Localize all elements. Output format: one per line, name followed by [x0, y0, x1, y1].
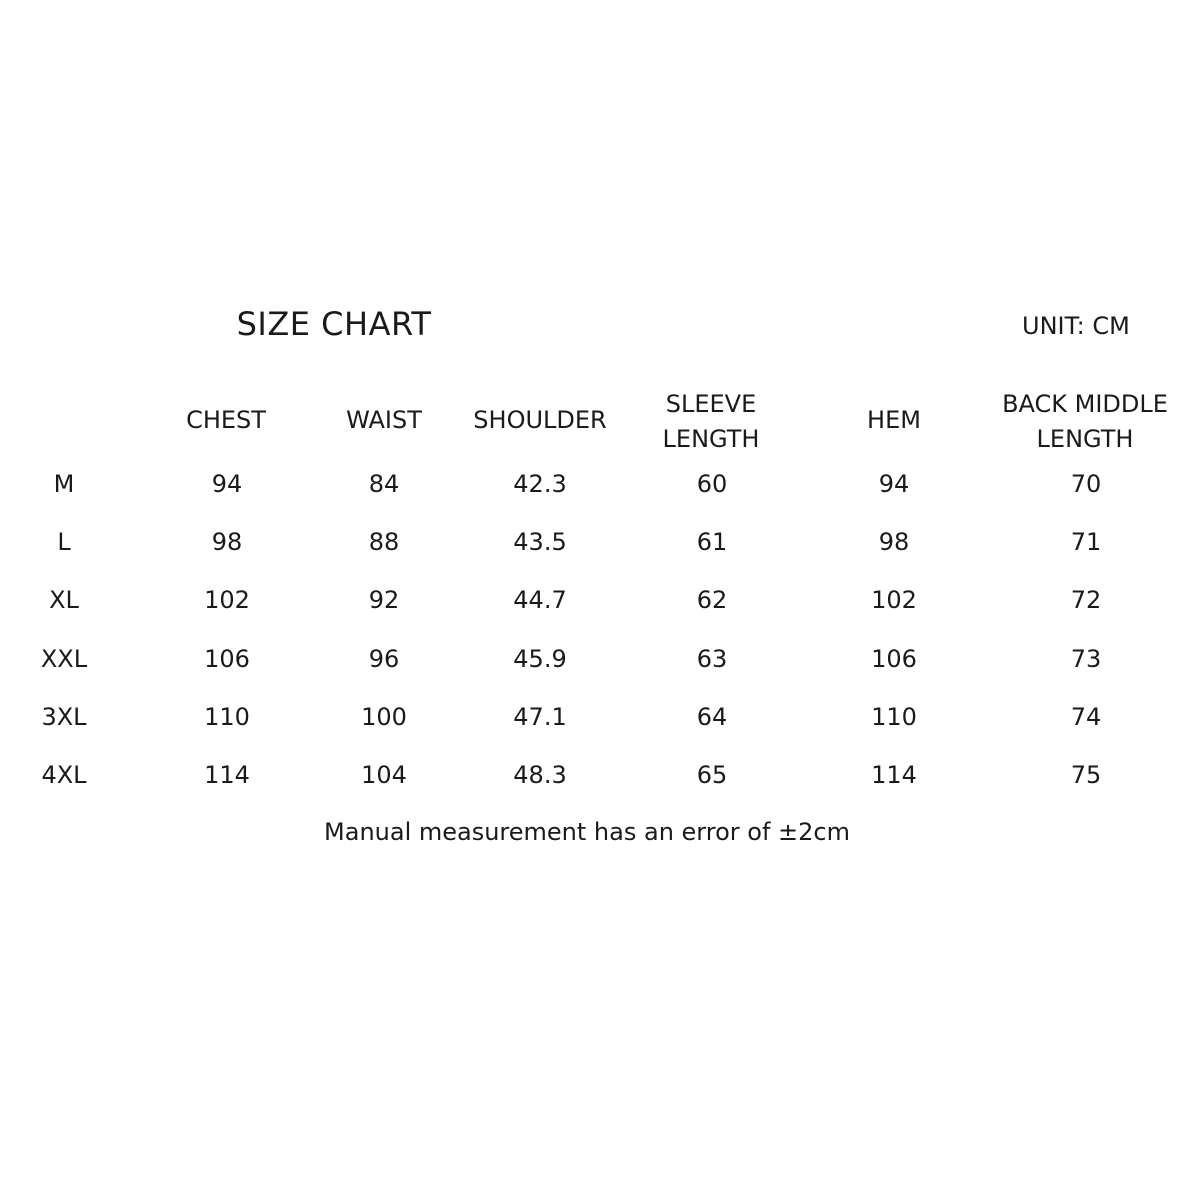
cell-back: 71: [1070, 528, 1102, 557]
cell-sleeve: 60: [696, 470, 728, 498]
cell-sleeve: 63: [696, 644, 728, 673]
size-label: M: [53, 470, 75, 498]
cell-hem: 114: [871, 761, 917, 789]
cell-waist: 104: [361, 761, 407, 789]
cell-sleeve: 62: [696, 586, 728, 615]
cell-back: 70: [1070, 470, 1102, 498]
unit-label: UNIT: CM: [1022, 312, 1130, 340]
cell-hem: 94: [878, 470, 910, 498]
header-waist: WAIST: [346, 406, 422, 434]
cell-sleeve: 65: [696, 761, 728, 789]
cell-shoulder: 42.3: [513, 470, 567, 498]
cell-chest: 106: [204, 644, 250, 673]
cell-back: 72: [1070, 586, 1102, 615]
size-label: XXL: [40, 644, 88, 673]
header-back-line1: BACK MIDDLE: [1002, 390, 1168, 418]
cell-hem: 106: [871, 644, 917, 673]
cell-shoulder: 43.5: [513, 528, 567, 557]
size-label: L: [57, 528, 71, 557]
cell-sleeve: 61: [696, 528, 728, 557]
size-label: 4XL: [41, 761, 87, 789]
cell-back: 73: [1070, 644, 1102, 673]
cell-hem: 102: [871, 586, 917, 615]
cell-back: 75: [1070, 761, 1102, 789]
cell-chest: 94: [211, 470, 243, 498]
measurement-note: Manual measurement has an error of ±2cm: [324, 818, 850, 846]
page-title: SIZE CHART: [236, 305, 432, 343]
cell-waist: 84: [368, 470, 400, 498]
cell-sleeve: 64: [696, 702, 728, 731]
cell-chest: 110: [204, 702, 250, 731]
header-shoulder: SHOULDER: [473, 406, 607, 434]
header-back-middle-length: [1002, 387, 1168, 457]
header-sleeve-length: [663, 387, 760, 457]
cell-hem: 98: [878, 528, 910, 557]
cell-chest: 98: [211, 528, 243, 557]
cell-waist: 96: [368, 644, 400, 673]
cell-waist: 92: [368, 586, 400, 615]
size-label: XL: [49, 586, 79, 615]
header-sleeve-line2: LENGTH: [662, 425, 760, 453]
cell-chest: 102: [204, 586, 250, 615]
cell-shoulder: 48.3: [513, 761, 567, 789]
cell-shoulder: 47.1: [513, 702, 567, 731]
size-label: 3XL: [41, 702, 87, 731]
cell-shoulder: 44.7: [513, 586, 567, 615]
cell-hem: 110: [871, 702, 917, 731]
cell-shoulder: 45.9: [513, 644, 567, 673]
header-back-line2: LENGTH: [1036, 425, 1134, 453]
cell-waist: 88: [368, 528, 400, 557]
cell-back: 74: [1070, 702, 1102, 731]
header-hem: HEM: [867, 406, 921, 434]
header-sleeve-line1: SLEEVE: [665, 390, 757, 418]
cell-chest: 114: [204, 761, 250, 789]
header-chest: CHEST: [186, 406, 266, 434]
cell-waist: 100: [361, 702, 407, 731]
